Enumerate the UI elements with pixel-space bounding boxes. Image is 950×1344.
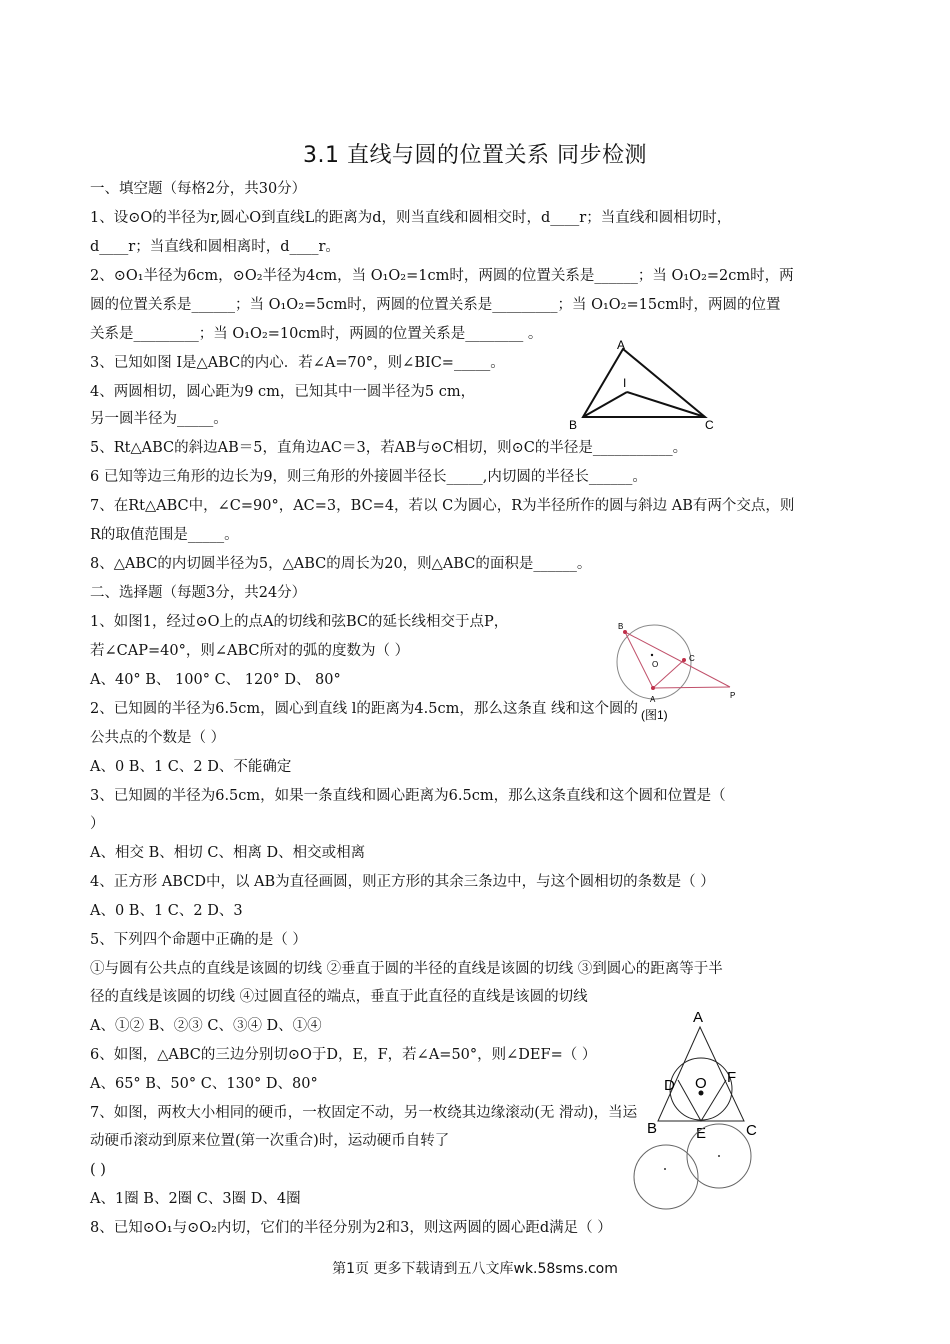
question-line: 动硬币滚动到原来位置(第一次重合)时，运动硬币自转了 (90, 1133, 450, 1149)
point-label-c: C (689, 654, 695, 663)
center-label-o: O (652, 660, 659, 669)
question-line: 6、如图，△ABC的三边分别切⊙O于D，E，F，若∠A=50°，则∠DEF=（ ） (90, 1047, 597, 1063)
vertex-label-c: C (705, 418, 714, 432)
question-line: 1、如图1，经过⊙O上的点A的切线和弦BC的延长线相交于点P， (90, 614, 509, 630)
question-line: 3、已知圆的半径为6.5cm，如果一条直线和圆心距离为6.5cm，那么这条直线和这个圆和位置是（ (90, 788, 726, 804)
circle-tangent-figure (608, 618, 743, 728)
tangent-point-e: E (696, 1125, 707, 1140)
question-line: 2、⊙O₁半径为6cm，⊙O₂半径为4cm，当 O₁O₂=1cm时，两圆的位置关系是______；当 O₁O₂=2cm时，两 (90, 268, 794, 284)
answer-options: A、相交 B、相切 C、相离 D、相交或相离 (90, 845, 366, 861)
question-line: 公共点的个数是（ ） (90, 730, 226, 746)
question-line: 2、已知圆的半径为6.5cm，圆心到直线 l的距离为4.5cm，那么这条直 线和这个圆的 (90, 701, 638, 717)
question-line: 若∠CAP=40°，则∠ABC所对的弧的度数为（ ） (90, 643, 410, 659)
question-line: 5、Rt△ABC的斜边AB＝5，直角边AC＝3，若AB与⊙C相切，则⊙C的半径是___________。 (90, 440, 688, 456)
question-line: 1、设⊙O的半径为r,圆心O到直线L的距离为d，则当直线和圆相交时，d____r；当直线和圆相切时， (90, 210, 732, 226)
page-title: 3.1 直线与圆的位置关系 同步检测 (303, 143, 647, 168)
answer-options: A、0 B、1 C、2 D、3 (90, 903, 243, 919)
figure-caption: (图1) (641, 708, 668, 722)
question-line: 另一圆半径为_____。 (90, 411, 228, 427)
question-line: 7、如图，两枚大小相同的硬币，一枚固定不动，另一枚绕其边缘滚动(无 滑动)，当运 (90, 1105, 638, 1121)
incenter-label: I (623, 376, 627, 390)
question-line: ①与圆有公共点的直线是该圆的切线 ②垂直于圆的半径的直线是该圆的切线 ③到圆心的距离等于半 (90, 961, 723, 977)
section-heading-choice: 二、选择题（每题3分，共24分） (90, 585, 307, 601)
answer-options: A、①② B、②③ C、③④ D、①④ (90, 1018, 322, 1034)
question-line: R的取值范围是_____。 (90, 527, 239, 543)
triangle-incenter-figure (565, 337, 725, 432)
point-label-b: B (618, 622, 624, 631)
center-label-o: O (695, 1075, 707, 1092)
section-heading-fill: 一、填空题（每格2分，共30分） (90, 181, 307, 197)
answer-options: A、0 B、1 C、2 D、不能确定 (90, 759, 292, 775)
question-line: 关系是_________；当 O₁O₂=10cm时，两圆的位置关系是________ 。 (90, 326, 543, 342)
tangent-point-d: D (664, 1077, 675, 1094)
answer-options: A、65° B、50° C、130° D、80° (90, 1076, 318, 1092)
vertex-label-c: C (746, 1122, 757, 1139)
answer-options: A、40° B、 100° C、 120° D、 80° (90, 672, 341, 688)
point-label-a: A (650, 695, 656, 704)
question-line: ） (90, 816, 105, 832)
page-footer: 第1页 更多下载请到五八文库wk.58sms.com (332, 1261, 618, 1277)
question-line: 6 已知等边三角形的边长为9，则三角形的外接圆半径长_____,内切圆的半径长______。 (90, 469, 647, 485)
vertex-label-a: A (693, 1009, 704, 1026)
question-line: ( ) (90, 1162, 106, 1178)
tangent-point-f: F (727, 1069, 737, 1086)
answer-options: A、1圈 B、2圈 C、3圈 D、4圈 (90, 1191, 301, 1207)
question-line: 圆的位置关系是______；当 O₁O₂=5cm时，两圆的位置关系是_________；当 O₁O₂=15cm时，两圆的位置 (90, 297, 781, 313)
vertex-label-b: B (647, 1120, 658, 1137)
question-line: d____r；当直线和圆相离时，d____r。 (90, 239, 340, 255)
question-line: 8、△ABC的内切圆半径为5，△ABC的周长为20，则△ABC的面积是______。 (90, 556, 592, 572)
question-line: 5、下列四个命题中正确的是（ ） (90, 932, 307, 948)
question-line: 径的直线是该圆的切线 ④过圆直径的端点，垂直于此直径的直线是该圆的切线 (90, 989, 588, 1005)
question-line: 4、正方形 ABCD中，以 AB为直径画圆，则正方形的其余三条边中，与这个圆相切的条数是（ ） (90, 874, 715, 890)
question-line: 7、在Rt△ABC中，∠C=90°，AC=3，BC=4，若以 C为圆心，R为半径所作的圆与斜边 AB有两个交点，则 (90, 498, 795, 514)
question-line: 3、已知如图 I是△ABC的内心．若∠A=70°，则∠BIC=_____。 (90, 355, 505, 371)
question-line: 8、已知⊙O₁与⊙O₂内切，它们的半径分别为2和3，则这两圆的圆心距d满足（ ） (90, 1220, 612, 1236)
two-coins-figure (633, 1118, 753, 1213)
point-label-p: P (730, 691, 736, 700)
vertex-label-a: A (617, 338, 626, 352)
question-line: 4、两圆相切，圆心距为9 cm，已知其中一圆半径为5 cm， (90, 384, 476, 400)
vertex-label-b: B (569, 418, 578, 432)
